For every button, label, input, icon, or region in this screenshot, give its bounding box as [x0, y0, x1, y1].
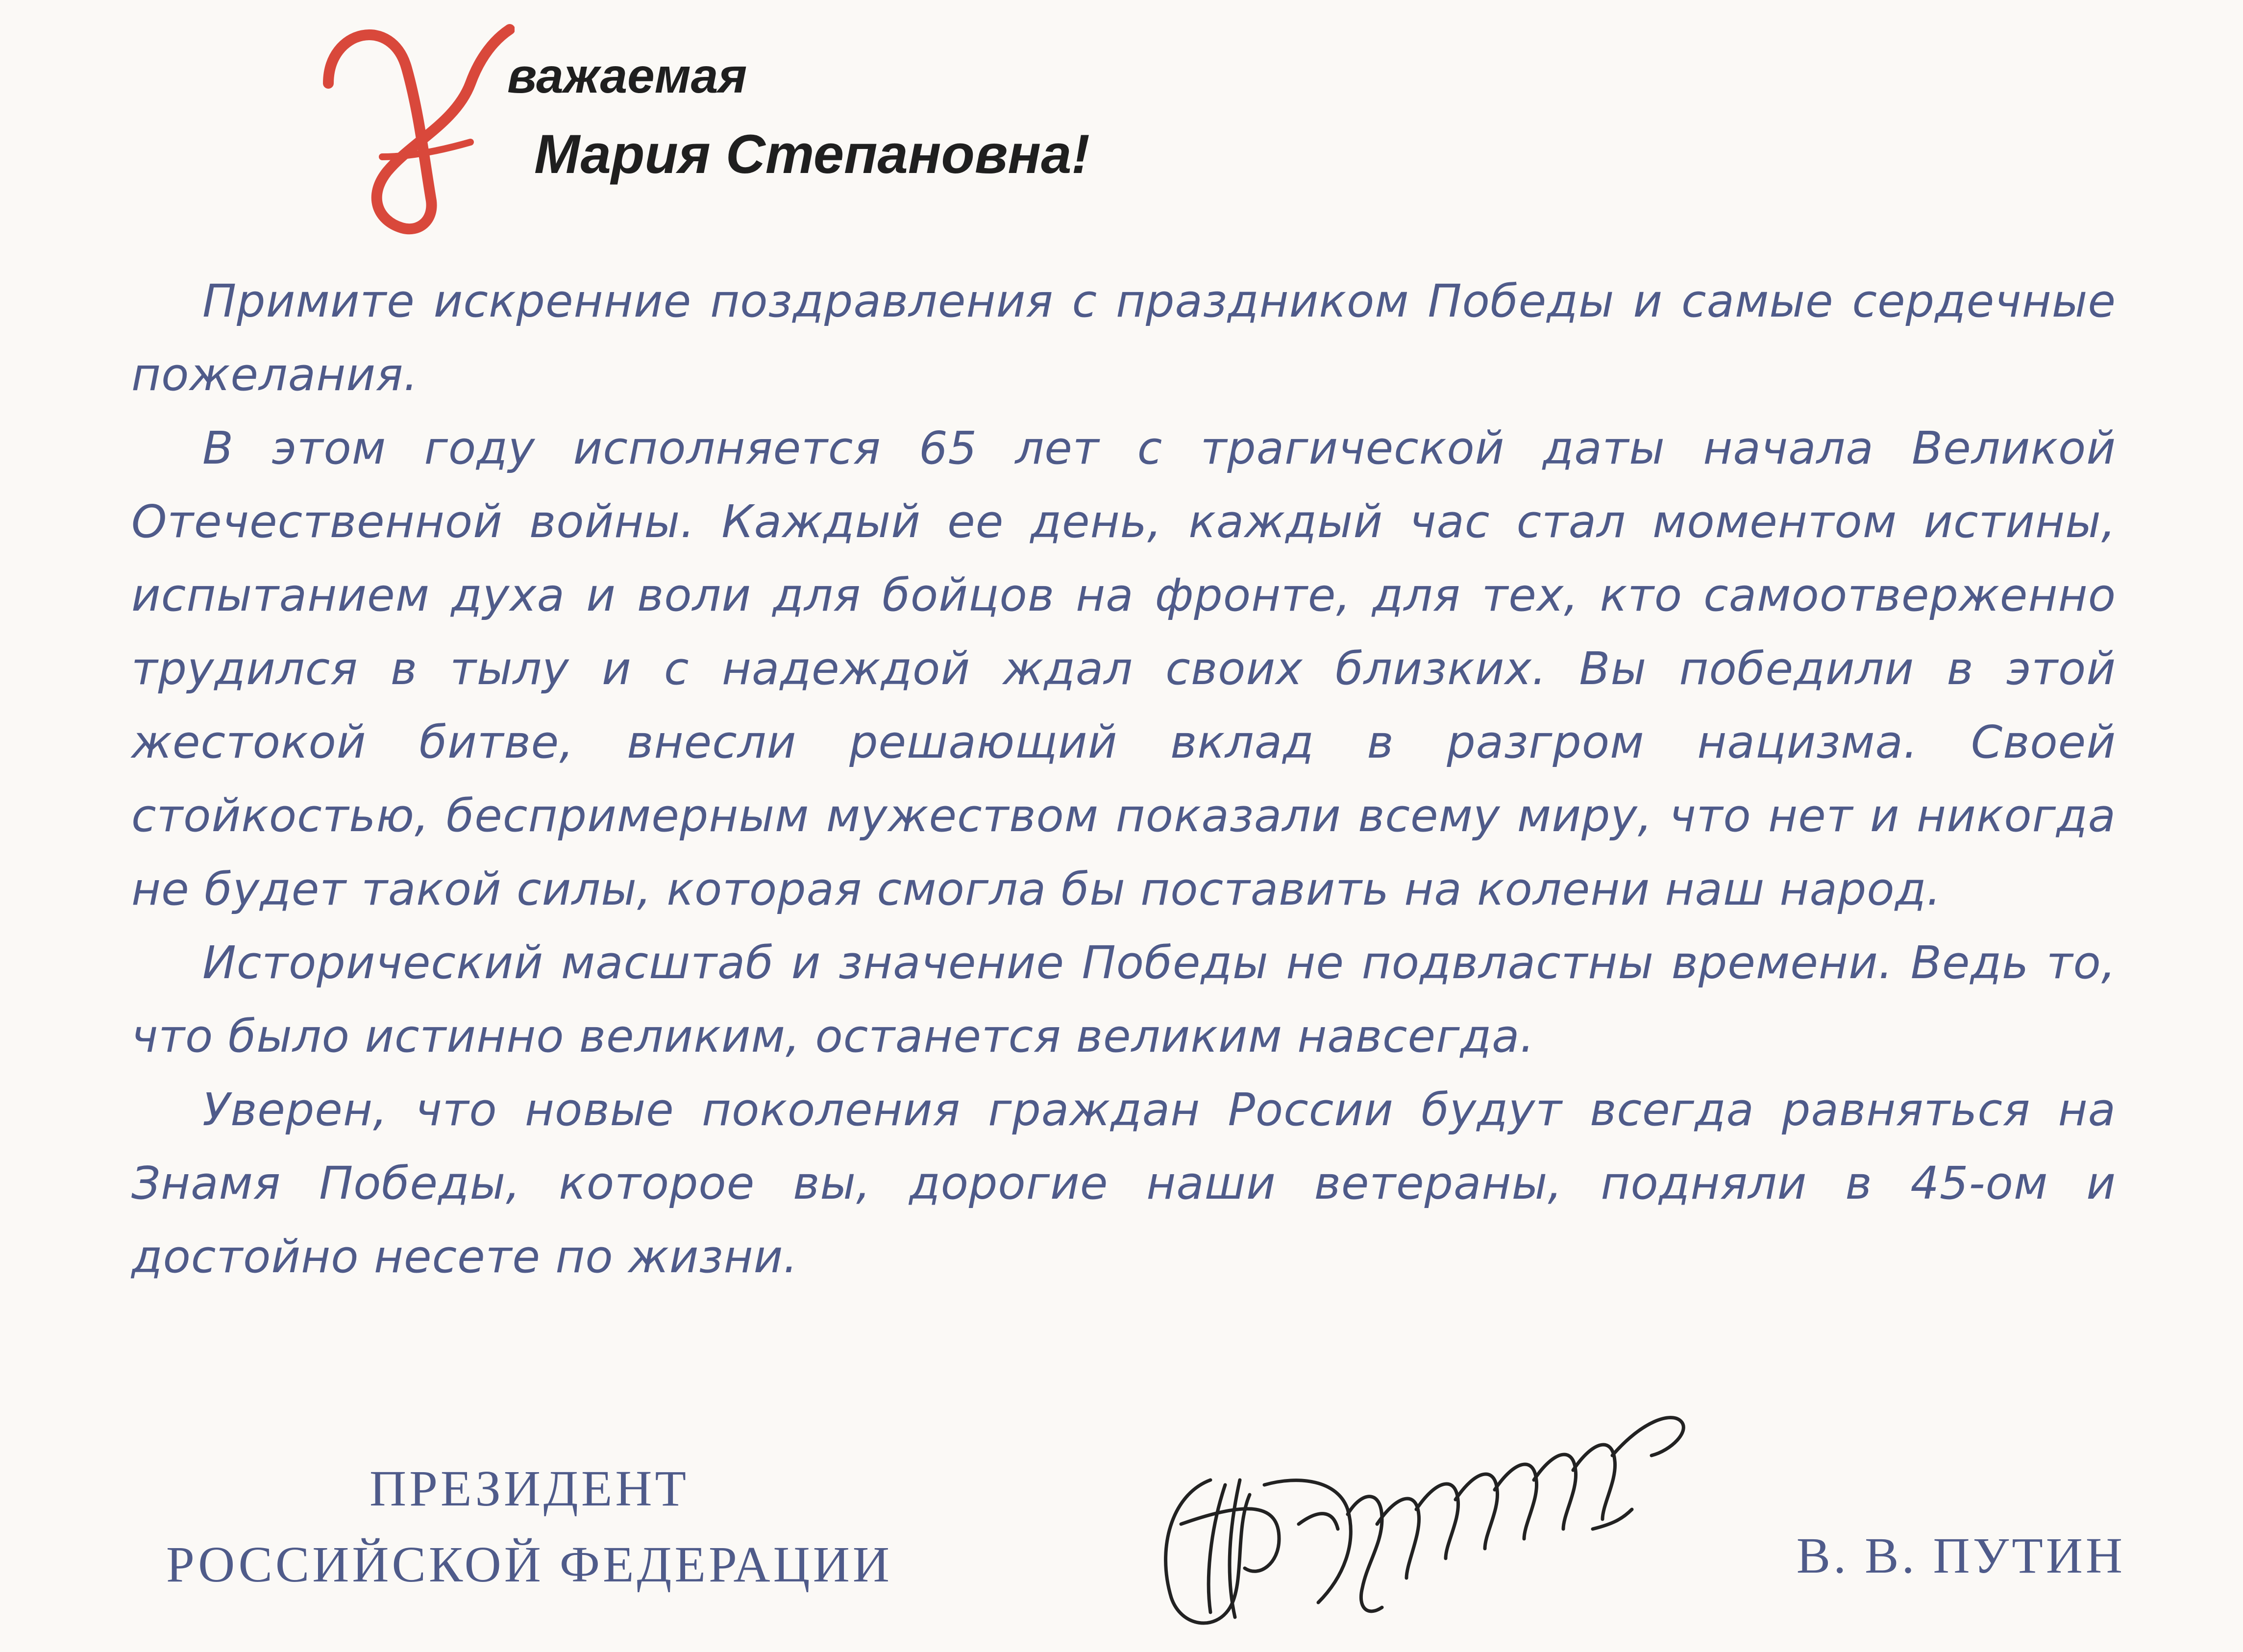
title-line-2: РОССИЙСКОЙ ФЕДЕРАЦИИ [166, 1536, 892, 1593]
paragraph: Исторический масштаб и значение Победы не подвластны времени. Ведь то, что было истинно великим, останется великим навсегда. [131, 937, 2116, 1062]
greeting-line-1: важаемая [507, 49, 747, 103]
decorative-initial-letter [309, 10, 515, 235]
letter-body [131, 265, 2116, 1294]
paragraph: Примите искренние поздравления с праздником Победы и самые сердечные пожелания. [131, 275, 2116, 401]
handwritten-signature [1152, 1402, 1715, 1637]
paragraph: Уверен, что новые поколения граждан России будут всегда равняться на Знамя Победы, которое вы, дорогие наши ветераны, подняли в 45-ом и достойно несете по жизни. [131, 1084, 2116, 1283]
greeting-line-2: Мария Степановна! [534, 123, 1090, 185]
signatory-name: В. В. ПУТИН [1796, 1528, 2125, 1584]
paragraph: В этом году исполняется 65 лет с трагической даты начала Великой Отечественной войны. Каждый ее день, каждый час стал моментом истины, испытанием духа и воли для бойцов на фронте, для тех, кто самоотверженно трудился в тылу и с надеждой ждал своих близких. Вы победили в этой жестокой битве, внесли решающий вклад в разгром нацизма. Своей стойкостью, беспримерным мужеством показали всему миру, что нет и никогда не будет такой силы, которая смогла бы поставить на колени наш народ. [131, 422, 2116, 915]
signatory-title [127, 1451, 931, 1603]
title-line-1: ПРЕЗИДЕНТ [369, 1460, 690, 1517]
